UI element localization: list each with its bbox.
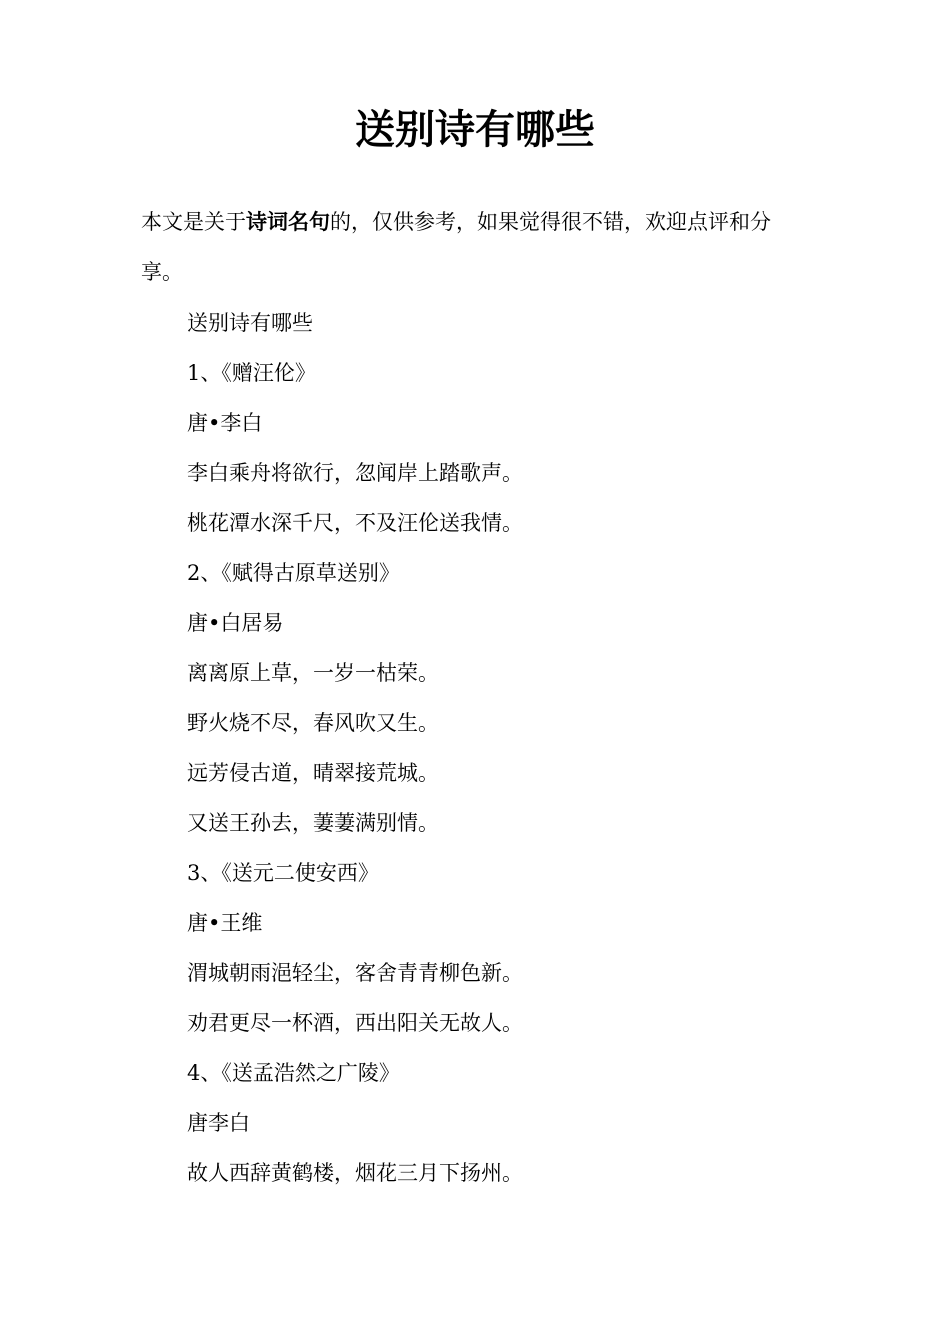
intro-keyword: 诗词名句: [246, 210, 330, 234]
poem-line: 远芳侵古道，晴翠接荒城。: [187, 761, 439, 785]
poem-line: 李白乘舟将欲行，忽闻岸上踏歌声。: [187, 461, 523, 485]
poem-line: 故人西辞黄鹤楼，烟花三月下扬州。: [187, 1161, 523, 1185]
intro-text-after: 的，仅供参考，如果觉得很不错，欢迎点评和分享。: [141, 210, 771, 284]
poem-author: 唐李白: [187, 1111, 250, 1135]
section-heading: 送别诗有哪些: [187, 311, 313, 335]
page-title: 送别诗有哪些: [355, 107, 595, 153]
poem-line: 桃花潭水深千尺，不及汪伦送我情。: [187, 511, 523, 535]
poem-title: 4、《送孟浩然之广陵》: [187, 1061, 400, 1085]
poem-line: 渭城朝雨浥轻尘，客舍青青柳色新。: [187, 961, 523, 985]
poem-author: 唐•王维: [187, 911, 263, 935]
poem-line: 劝君更尽一杯酒，西出阳关无故人。: [187, 1011, 523, 1035]
poem-title: 2、《赋得古原草送别》: [187, 561, 400, 585]
poem-title: 3、《送元二使安西》: [187, 861, 379, 885]
poem-title: 1、《赠汪伦》: [187, 361, 316, 385]
poem-line: 离离原上草，一岁一枯荣。: [187, 661, 439, 685]
poem-line: 野火烧不尽，春风吹又生。: [187, 711, 439, 735]
poem-list: [187, 298, 827, 1198]
poem-author: 唐•白居易: [187, 611, 284, 635]
poem-line: 又送王孙去，萋萋满别情。: [187, 811, 439, 835]
intro-text-before: 本文是关于: [141, 210, 246, 234]
intro-paragraph: [141, 197, 801, 297]
poem-author: 唐•李白: [187, 411, 263, 435]
